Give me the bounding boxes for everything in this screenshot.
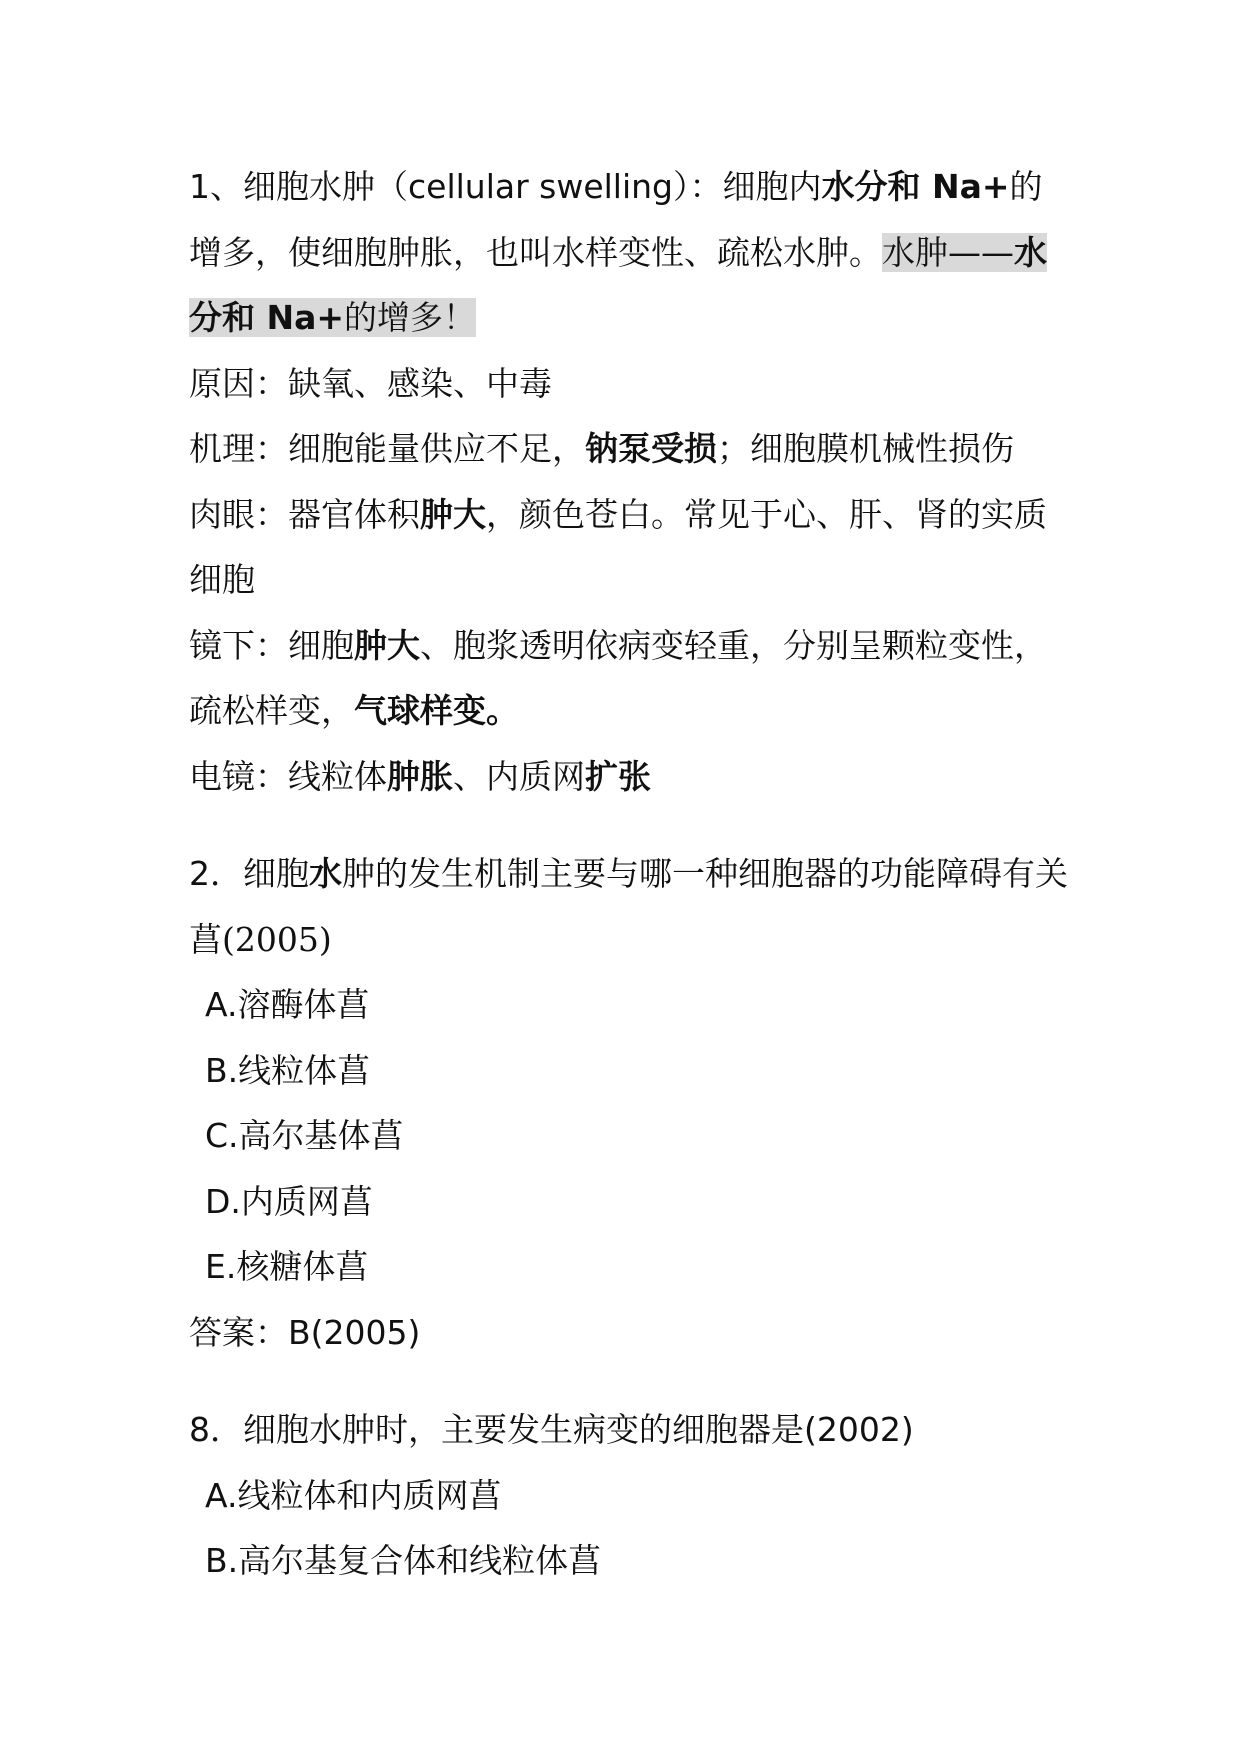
question-2-option-c: C.高尔基体菖 bbox=[205, 1116, 404, 1155]
question-2-option-b: B.线粒体菖 bbox=[205, 1050, 371, 1090]
definition-text: 1、细胞水肿（cellular swelling）：细胞内 bbox=[189, 167, 822, 206]
gross-line: 肉眼：器官体积肿大，颜色苍白。常见于心、肝、肾的实质细胞 bbox=[189, 494, 1047, 599]
mechanism-line: 机理：细胞能量供应不足，钠泵受损；细胞膜机械性损伤 bbox=[189, 429, 1014, 468]
bold-term: 水 bbox=[309, 854, 342, 893]
cause-line: 原因：缺氧、感染、中毒 bbox=[189, 363, 552, 403]
question-2-stem: 2．细胞水肿的发生机制主要与哪一种细胞器的功能障碍有关菖(2005) bbox=[189, 854, 1068, 959]
question-2-option-e: E.核糖体菖 bbox=[205, 1247, 369, 1286]
bold-term: 肿大 bbox=[354, 625, 420, 665]
question-8-option-a: A.线粒体和内质网菖 bbox=[205, 1475, 502, 1515]
bold-term: 水分和 Na+ bbox=[821, 167, 1010, 206]
bold-term: 气球样变。 bbox=[354, 691, 519, 730]
bold-term: 肿大 bbox=[420, 494, 486, 534]
question-8-option-b: B.高尔基复合体和线粒体菖 bbox=[205, 1541, 602, 1580]
definition-paragraph bbox=[189, 154, 1069, 351]
bold-term: 钠泵受损 bbox=[585, 429, 717, 468]
electron-microscopy-line: 电镜：线粒体肿胀、内质网扩张 bbox=[189, 756, 651, 796]
definition-text: 的增多，使细胞肿胀，也叫水样变性、疏松水肿。 bbox=[189, 167, 1043, 272]
question-2-option-a: A.溶酶体菖 bbox=[205, 985, 370, 1024]
microscopy-line: 镜下：细胞肿大、胞浆透明依病变轻重，分别呈颗粒变性，疏松样变，气球样变。 bbox=[189, 625, 1047, 730]
highlighted-summary: 水肿——水分和 Na+的增多！ bbox=[189, 232, 1047, 337]
document-body bbox=[189, 154, 1069, 1594]
question-2-option-d: D.内质网菖 bbox=[205, 1181, 373, 1221]
question-2-answer: 答案：B(2005) bbox=[189, 1312, 421, 1352]
spacer bbox=[189, 809, 1069, 841]
bold-term: 肿胀 bbox=[387, 756, 453, 796]
spacer bbox=[189, 1365, 1069, 1397]
question-8-stem: 8．细胞水肿时，主要发生病变的细胞器是(2002) bbox=[189, 1410, 914, 1449]
bold-term: 扩张 bbox=[585, 756, 651, 796]
